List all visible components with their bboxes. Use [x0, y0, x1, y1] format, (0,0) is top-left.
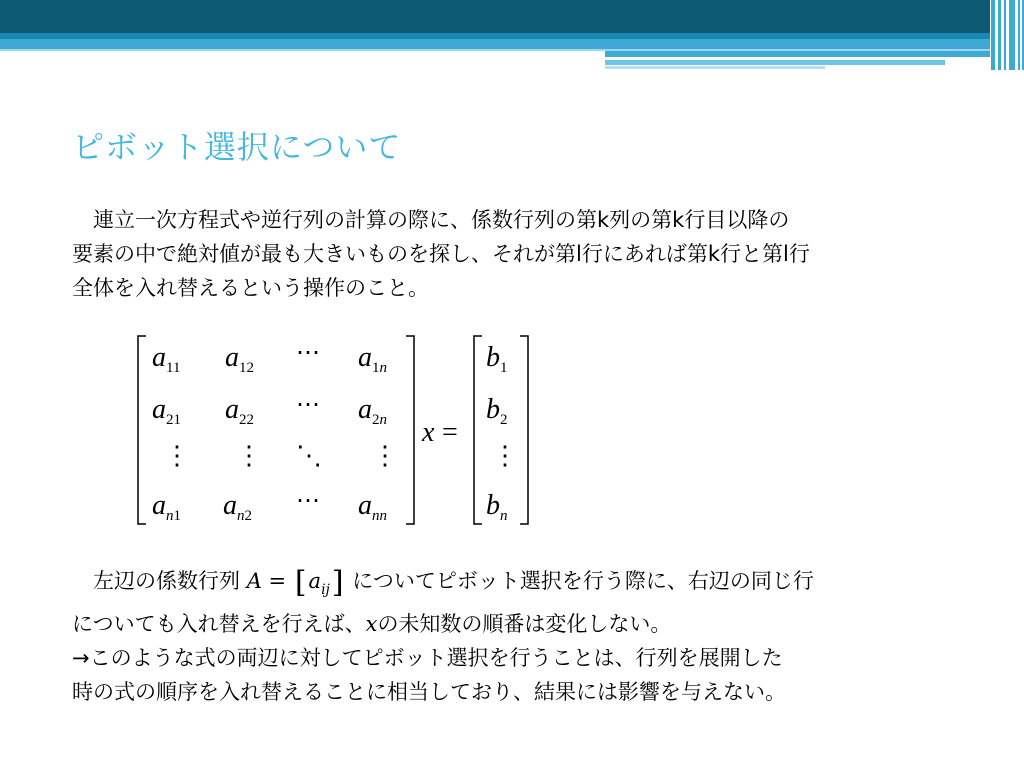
matrix-entry: $a_n1$	[152, 490, 181, 524]
slide-header-banner	[0, 0, 1024, 70]
unknown-vector-x: x	[422, 417, 435, 448]
definition-paragraph	[72, 203, 972, 305]
matrix-entry: $a_2n$	[358, 394, 387, 428]
matrix-entry: $a_n2$	[223, 490, 252, 524]
banner-accent-bar	[605, 60, 945, 65]
paragraph-line	[72, 607, 972, 641]
vector-entry: $b_2$	[486, 394, 508, 428]
paragraph-line: 全体を入れ替えるという操作のこと。	[72, 276, 429, 300]
vector-entry: $b_1$	[486, 342, 508, 376]
banner-accent-bar	[605, 51, 990, 57]
matrix-entry: $a_{nn}$	[358, 490, 387, 524]
equals-sign: =	[442, 417, 458, 448]
matrix-entry: $a_{12}$	[225, 342, 254, 376]
paragraph-line: →このような式の両辺に対してピボット選択を行うことは、行列を展開した	[72, 646, 783, 670]
inline-math-A: $A = [a_{ij}]$	[246, 565, 344, 600]
matrix-equation	[130, 330, 550, 530]
paragraph-text: 左辺の係数行列	[93, 569, 240, 593]
paragraph-line: 時の式の順序を入れ替えることに相当しており、結果には影響を与えない。	[72, 680, 786, 704]
vector-right-bracket	[520, 336, 528, 524]
paragraph-line: 連立一次方程式や逆行列の計算の際に、係数行列の第k列の第k行目以降の	[93, 208, 790, 232]
matrix-ellipsis: ⋯	[296, 340, 320, 366]
matrix-vdots: ⋮	[236, 441, 262, 470]
matrix-right-bracket	[406, 336, 414, 524]
matrix-ellipsis: ⋯	[296, 488, 320, 514]
matrix-entry: $a_{21}$	[152, 394, 181, 428]
banner-light-band	[0, 39, 990, 49]
matrix-ellipsis: ⋯	[296, 392, 320, 418]
paragraph-line	[72, 564, 972, 607]
banner-right-stripes	[990, 0, 1024, 70]
vector-entry: $b_n$	[486, 490, 508, 524]
vector-left-bracket	[474, 336, 482, 524]
paragraph-line: 要素の中で絶対値が最も大きいものを探し、それが第l行にあれば第k行と第l行	[72, 242, 810, 266]
paragraph-text: の未知数の順番は変化しない。	[377, 612, 672, 636]
paragraph-text: についてピボット選択を行う際に、右辺の同じ行	[352, 569, 814, 593]
banner-accent-bar	[605, 66, 825, 69]
matrix-vdots: ⋮	[164, 441, 190, 470]
pivot-explanation-paragraph	[72, 564, 972, 709]
vector-vdots: ⋮	[492, 441, 518, 470]
matrix-vdots: ⋮	[372, 441, 398, 470]
matrix-entry: $a_{11}$	[152, 342, 181, 376]
matrix-entry: $a_{22}$	[225, 394, 254, 428]
matrix-ddots: ⋱	[296, 441, 322, 470]
slide-title: ピボット選択について	[72, 128, 402, 166]
paragraph-text: についても入れ替えを行えば、	[72, 612, 366, 636]
inline-math-x: x	[365, 612, 378, 636]
banner-dark-band	[0, 0, 990, 33]
matrix-left-bracket	[138, 336, 146, 524]
matrix-entry: $a_1n$	[358, 342, 387, 376]
